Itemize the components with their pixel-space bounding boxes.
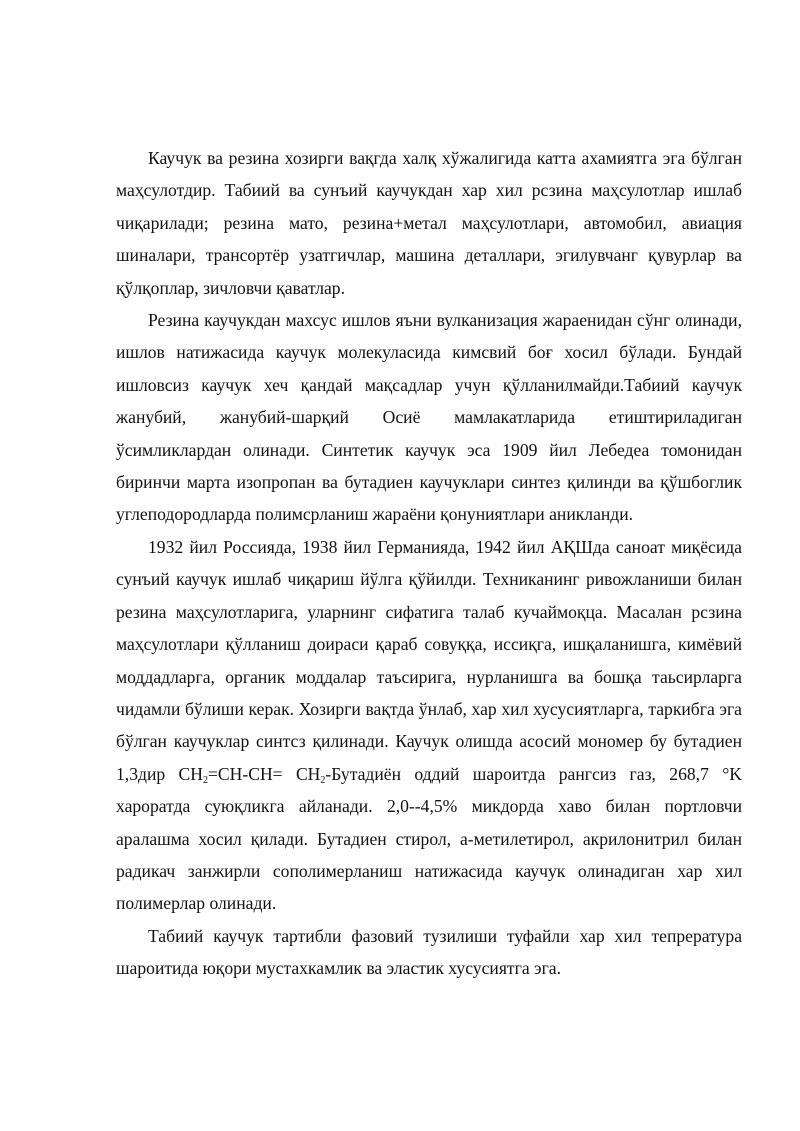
paragraph-3-text-c: -Бутадиён оддий шароитда рангсиз газ, 268,7 °K хароратда суюқликга айланади. 2,0--4,5% микдорда хаво билан портловчи аралашма хосил қилади. Бутадиен стирол, а-метилетирол, акрилонитрил билан радикач занжирли сополимерланиш натижасида каучук олинадиган хар хил полимерлар олинади.: [116, 763, 742, 914]
paragraph-1: Каучук ва резина хозирги вақгда халқ хўжалигида катта ахамиятга эга бўлган маҳсулотдир. Табиий ва сунъий каучукдан хар хил рсзина маҳсулотлар ишлаб чиқарилади; резина мато, резина+метал маҳсулотлари, автомобил, авиация шиналари, трансортёр узатгичлар, машина деталлари, эгилувчанг қувурлар ва қўлқоплар, зичловчи қаватлар.: [116, 148, 742, 298]
subscript-2: 2: [320, 774, 326, 786]
paragraph-3-text-b: =CH-CH= CH: [207, 763, 321, 784]
subscript-2: 2: [202, 774, 208, 786]
paragraph-3: [116, 531, 742, 920]
paragraph-2: Резина каучукдан махсус ишлов яъни вулканизация жараенидан сўнг олинади, ишлов натижасида каучук молекуласида кимсвий боғ хосил бўлади. Бундай ишловсиз каучук хеч қандай мақсадлар учун қўлланилмайди.Табиий каучук жанубий, жанубий-шарқий Осиё мамлакатларида етиштириладиган ўсимликлардан олинади. Синтетик каучук эса 1909 йил Лебедеа томонидан биринчи марта изопропан ва бутадиен каучуклари синтез қилинди ва қўшбоглик углеподородларда полимсрланиш жараёни қонуниятлари аникланди.: [116, 310, 742, 525]
paragraph-3-text-a: 1932 йил Россияда, 1938 йил Германияда, 1942 йил АҚШда саноат миқёсида сунъий каучук ишлаб чиқариш йўлга қўйилди. Техниканинг ривожланиши билан резина маҳсулотларига, уларнинг сифатига талаб кучаймоқца. Масалан рсзина маҳсулотлари қўлланиш доираси қараб совуққа, иссиқга, ишқаланишга, кимёвий моддадларга, органик моддалар таъсирига, нурланишга ва бошқа таьсирларга чидамли бўлиши керак. Хозирги вақтда ўнлаб, хар хил хусусиятларга, таркибга эга бўлган каучуклар синтсз қилинади. Каучук олишда асосий мономер бу бутадиен 1,3дир CH: [116, 536, 742, 784]
document-page: [116, 142, 742, 985]
paragraph-4: Табиий каучук тартибли фазовий тузилиши туфайли хар хил тепрература шароитида юқори мустахкамлик ва эластик хусусиятга эга.: [116, 925, 742, 979]
